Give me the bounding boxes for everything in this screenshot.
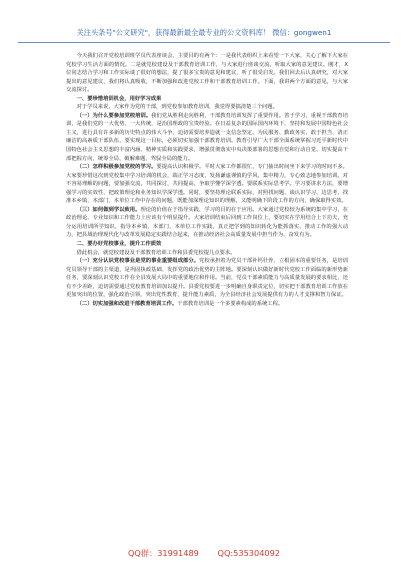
section-heading-2: 二、要办好党校事业，提升工作质效 <box>76 241 162 248</box>
subsection-text-2: 要提高认识积极学。平时大家工作都很忙，专门抽出时间坐下来学习的时间不多。大家要珍惜这次到党校集中学习培训的机会，端正学习态度，发扬谦虚谨慎的学风，集中精力，专心致志地参加培训。对不容易理解的问题，要加强交流，共同探讨，共同提高，争取学懂学深学透。要联系实际思考学。学习要讲求方法，要增强学习的实效性，把政策理论和业务知识学深学透。同时，要坚持理论联系实际，对照找问题、谈认识学习、边思考，找准本乡镇、本部门、本单位工作中存在的问题，既能加深理论知识的理解，又能明确下阶段工作的方向，确保取得实效。 <box>66 164 348 205</box>
subsection-text-4: 党校承担着为党员干部补钙壮骨、立根固本的重要任务，是培训党员领导干部的主渠道，是巩固执政基础、发挥党的政治优势的主阵地。要深刻认识做好新时代党校工作面临的新形势新任务，要深刻认识党校工作在全县发展大局中的重要地位和作用。当前，党员干部素质能力与高质量发展的要求相比，还有不少差距，迫切需要通过党校教育培训加以提升。县委党校要进一步明确自身职责定位，切实把干部教育培训工作放在更加突出的位置，强化政治引领，突出党性教育，提升能力素质，为全县经济社会发展提供有力的人才支撑和智力保证。 <box>66 258 348 299</box>
footer-contact <box>60 548 348 559</box>
subsection-paragraph-4 <box>66 257 348 300</box>
subsection-heading-4: （一）充分认识党校事业是党的事业重要组成部分。 <box>76 258 199 265</box>
section2-intro-paragraph: 借此机会，就党校建设及干部教育培训工作和县委党校提几点要求。 <box>76 249 236 256</box>
subsection-text-5: 干部教育培训是一个多要素构成的系统工程。 <box>177 300 284 307</box>
subsection-text-3: 理论的价值在于指导实践，学习的目的在于应用。大家通过党校较为系统的集中学习，在政治理论、专业知识和工作能力上应该有个明显提升。大家培训结束后回到工作岗位上，要切实在学用结合上下功夫，充分运用培训所学知识，指导本乡镇、本部门、本单位工作实践，真正把学到的知识转化为能抓落实、推动工作的强大动力，把县域治理现代化与改革发展稳定实践结合起来，在推动经济社会高质量发展中担当作为、奋发有为。 <box>66 206 348 239</box>
subsection-paragraph-2 <box>66 163 348 206</box>
header-banner: 关注头条号"公文研究"，获得最新最全最专业的公文资料库！ 微信：gongwen1 <box>76 28 332 37</box>
subsection-heading-2: （二）怎样积极参加党校的学习。 <box>76 164 157 171</box>
qq-group-text: QQ群：31991489 <box>127 548 199 558</box>
subsection-heading-5: （二）切实加强和改进干部教育培训工作。 <box>76 300 178 307</box>
subsection-paragraph-3 <box>66 206 348 240</box>
intro-paragraph: 今天我们召开党校培训班学员代表座谈会，主要目的有两个：一是我代表组织上来看望一下大家，关心了解下大家在党校学习生活方面的情况。二是就党校建设及干部教育培训工作，与大家进行座谈交流，听取大家的意见建议。刚才，X位同志结合学习和工作实际谈了很好的想法，提了很多宝贵的意见和建议，听了很受启发。我们回去后认真研究，对大家提出的意见建议，我们将认真吸收，不断加强和改进党校工作和干部教育培训工作。下面，我讲两个方面的意见，与大家交流探讨。 <box>66 53 348 94</box>
subsection-text-1: 我们党从胜利走向胜利，干部教育培训发挥了重要作用。善于学习，重视干部教育培训，是我们党的一大优势，一大传统，是治国理政的宝贵经验。在日益复杂的国际国内环境下，坚持和发展中国特色社会主义，进行具有许多新的历史特点的伟大斗争，迫切需要培养造就一支信念坚定、为民服务、勤政务实、敢于担当、清正廉洁的高素质干部队伍，要实现这一目标，必须切实加强干部教育培训。教育引导广大干部全面系统掌握习近平新时代中国特色社会主义思想的丰富内涵、精神实质和实践要求，增强贯彻落实中央决策部署的思想自觉和行动自觉，切实提高干部把握方向、统筹全局、破解难题、驾驭全局的能力。 <box>66 112 348 162</box>
subsection-paragraph-1 <box>66 112 348 163</box>
section-intro-paragraph: 对于学员来说，大家作为党的干部，到党校参加教育培训，我觉得要搞清楚三个问题。 <box>76 104 278 111</box>
document-body <box>66 52 348 540</box>
section-heading-1: 一、要珍惜培训机会，用好学习成果 <box>76 95 162 102</box>
subsection-heading-3: （三）如何做到学以致用。 <box>76 206 141 213</box>
qq-number-text: QQ:535304092 <box>217 548 281 558</box>
header-divider <box>18 42 390 43</box>
subsection-heading-1: （一）为什么要参加党校培训。 <box>76 112 152 119</box>
subsection-paragraph-5 <box>66 300 348 309</box>
